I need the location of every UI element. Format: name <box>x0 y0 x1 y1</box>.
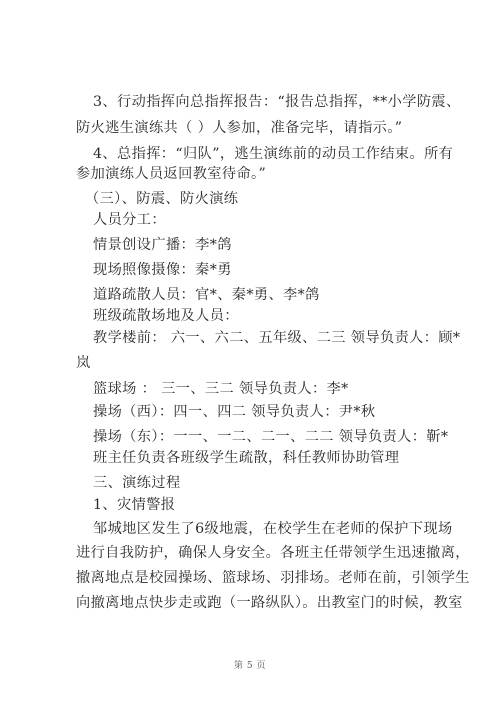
subsection-heading: 1、灾情警报 <box>93 497 176 513</box>
text-line: 进行自我防护，确保人身安全。各班主任带领学生迅速撤离， <box>76 545 470 561</box>
text-line: 4、总指挥：“归队”，逃生演练前的动员工作结束。所有 <box>93 146 454 162</box>
text-line: 情景创设广播：李*鸽 <box>93 237 232 253</box>
text-line: 向撤离地点快步走或跑（一路纵队）。出教室门的时候，教室 <box>76 595 463 611</box>
text-line: 教学楼前： 六一、六二、五年级、二三 领导负责人：顾* <box>93 330 461 346</box>
section-heading: （三）、防震、防火演练 <box>85 191 239 207</box>
text-line: 岚 <box>76 355 91 371</box>
text-line: 现场照像摄像：秦*勇 <box>93 262 232 278</box>
text-line: 篮球场 ： 三一、三二 领导负责人：李* <box>93 381 349 397</box>
text-line: 班主任负责各班级学生疏散，科任教师协助管理 <box>93 450 400 466</box>
text-line: 操场（东）：一一、一二、二一、二二 领导负责人：靳* <box>93 429 449 445</box>
section-heading: 三、演练过程 <box>93 475 181 491</box>
text-line: 班级疏散场地及人员： <box>93 308 239 324</box>
text-line: 道路疏散人员：官*、秦*勇、李*鸽 <box>93 287 320 303</box>
text-line: 邹城地区发生了6级地震，在校学生在老师的保护下现场 <box>93 521 453 537</box>
text-line: 防火逃生演练共（ ）人参加，准备完毕，请指示。” <box>76 120 403 136</box>
text-line: 人员分工： <box>93 212 166 228</box>
text-line: 3、行动指挥向总指挥报告：“报告总指挥，**小学防震、 <box>93 94 461 110</box>
text-line: 参加演练人员返回教室待命。” <box>76 166 267 182</box>
page-number: 第 5 页 <box>234 661 266 671</box>
text-line: 撤离地点是校园操场、篮球场、羽排场。老师在前，引领学生 <box>76 570 470 586</box>
text-line: 操场（西）：四一、四二 领导负责人：尹*秋 <box>93 404 376 420</box>
